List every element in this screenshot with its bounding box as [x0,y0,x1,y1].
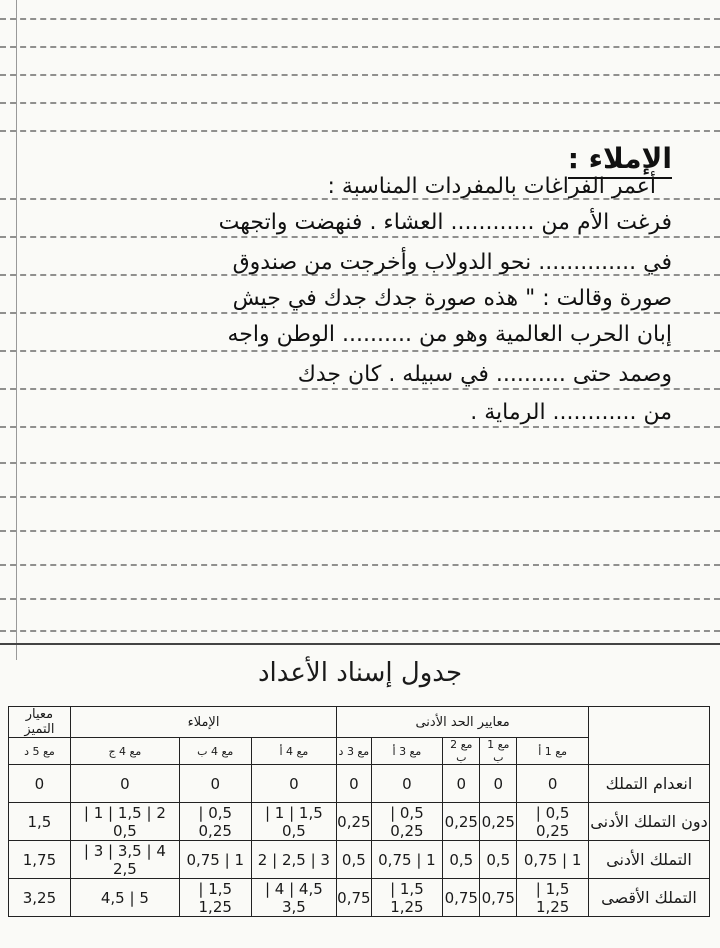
score-cell: 1 | 0,75 [371,841,443,879]
score-cell: 1,5 | 1,25 [371,879,443,917]
sub-header: مع 4 ب [179,738,251,765]
score-cell: 0,5 | 0,25 [179,803,251,841]
ruled-line [0,130,720,132]
score-cell: 0,25 [480,803,517,841]
margin-line [16,0,17,660]
ruled-line [0,18,720,20]
score-cell: 1 | 0,75 [517,841,589,879]
table-row [9,841,710,879]
grading-table [8,706,710,917]
score-cell: 0 [443,765,480,803]
score-cell: 0 [70,765,179,803]
sub-header: مع 1 أ [517,738,589,765]
score-cell: 2 | 1,5 | 1 | 0,5 [70,803,179,841]
score-cell: 0,5 [337,841,371,879]
table-row [9,803,710,841]
sub-header: مع 5 د [9,738,71,765]
dictation-heading: الإملاء : [568,142,672,179]
group-header-dictation: الإملاء [70,707,336,738]
dictation-line: في .............. نحو الدولاب وأخرجت من صندوق [232,250,672,275]
ruled-line [0,564,720,566]
ruled-line [0,236,720,238]
score-cell: 4 | 3,5 | 3 | 2,5 [70,841,179,879]
sub-header: مع 2 ب [443,738,480,765]
sub-header: مع 4 ج [70,738,179,765]
section-divider [0,643,720,645]
sub-header: مع 4 أ [251,738,337,765]
score-cell: 5 | 4,5 [70,879,179,917]
score-cell: 1 | 0,75 [179,841,251,879]
group-header-distinction: معيار التميز [9,707,71,738]
ruled-line [0,350,720,352]
row-label: انعدام التملك [589,765,710,803]
ruled-line [0,46,720,48]
row-label: التملك الأدنى [589,841,710,879]
score-cell: 0,75 [443,879,480,917]
ruled-line [0,312,720,314]
dictation-line: صورة وقالت : " هذه صورة جدك جدك في جيش [232,286,672,311]
ruled-line [0,426,720,428]
ruled-line [0,496,720,498]
score-cell: 0,5 [443,841,480,879]
ruled-line [0,102,720,104]
score-cell: 1,75 [9,841,71,879]
score-cell: 0 [337,765,371,803]
score-cell: 0 [517,765,589,803]
dictation-line: من ............ الرماية . [470,400,672,425]
score-cell: 0 [371,765,443,803]
score-cell: 1,5 | 1,25 [179,879,251,917]
score-cell: 1,5 [9,803,71,841]
score-cell: 0,75 [337,879,371,917]
dictation-instruction: أعمر الفراغات بالمفردات المناسبة : [327,174,656,199]
score-cell: 0 [9,765,71,803]
table-row [9,879,710,917]
group-header-minimum: معايير الحد الأدنى [337,707,589,738]
score-cell: 0,5 [480,841,517,879]
ruled-line [0,74,720,76]
dictation-line: وصمد حتى .......... في سبيله . كان جدك [297,362,672,387]
table-header-row [9,707,710,738]
dictation-line: فرغت الأم من ............ العشاء . فنهضت واتجهت [218,210,672,235]
table-corner-cell [589,707,710,765]
score-cell: 0 [179,765,251,803]
score-cell: 3 | 2,5 | 2 [251,841,337,879]
ruled-line [0,388,720,390]
score-cell: 4,5 | 4 | 3,5 [251,879,337,917]
ruled-line [0,630,720,632]
score-cell: 0,75 [480,879,517,917]
score-cell: 0,25 [337,803,371,841]
sub-header: مع 3 د [337,738,371,765]
score-cell: 3,25 [9,879,71,917]
score-cell: 0,5 | 0,25 [371,803,443,841]
sub-header: مع 1 ب [480,738,517,765]
score-cell: 0 [480,765,517,803]
row-label: دون التملك الأدنى [589,803,710,841]
score-cell: 0,5 | 0,25 [517,803,589,841]
ruled-line [0,462,720,464]
score-cell: 1,5 | 1,25 [517,879,589,917]
table-row [9,765,710,803]
score-cell: 1,5 | 1 | 0,5 [251,803,337,841]
score-cell: 0,25 [443,803,480,841]
ruled-line [0,530,720,532]
ruled-line [0,598,720,600]
row-label: التملك الأقصى [589,879,710,917]
score-cell: 0 [251,765,337,803]
sub-header: مع 3 أ [371,738,443,765]
grading-table-title: جدول إسناد الأعداد [257,658,463,688]
dictation-line: إبان الحرب العالمية وهو من .......... الوطن واجه [227,322,672,347]
